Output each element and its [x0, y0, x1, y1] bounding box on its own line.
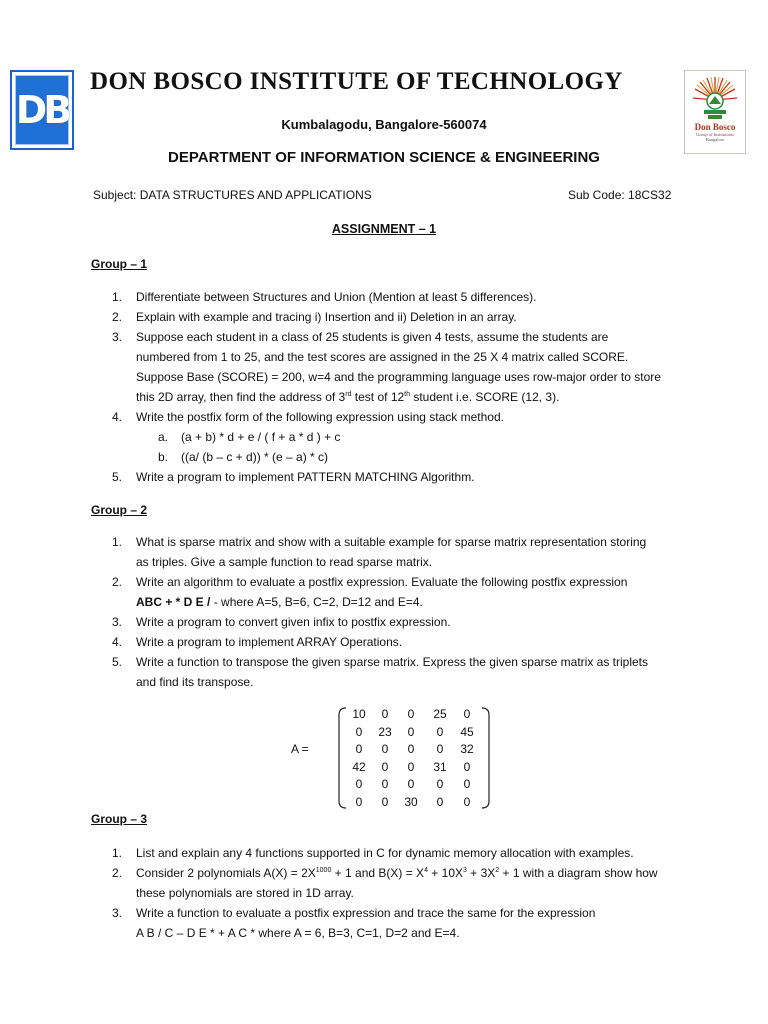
group-3-question-2-line-1: Consider 2 polynomials $A(X) = 2X^{1000} + 1$ and $B(X) = X^4 + 10X^3 + 3X^2 + 1$ with a diagram show how [136, 866, 658, 880]
group-2-question-4: Write a program to implement ARRAY Operations. [136, 635, 403, 649]
postfix-expression: ABC + * D E / [136, 595, 211, 609]
matrix-cell: 0 [355, 777, 363, 791]
group-2-question-2-line-1: Write an algorithm to evaluate a postfix expression. Evaluate the following postfix expression [136, 575, 628, 589]
question-number: 4. [112, 635, 123, 649]
matrix-cell: 0 [381, 759, 389, 774]
matrix-cell: 0 [463, 707, 471, 721]
question-number: 2. [112, 866, 123, 880]
group-2-question-1-line-2: as triples. Give a sample function to read sparse matrix. [136, 555, 433, 569]
matrix-cell: 0 [355, 742, 363, 756]
matrix-cell: 0 [463, 777, 471, 791]
sunburst-emblem-icon [692, 74, 738, 122]
matrix-cell: 0 [463, 794, 471, 809]
group-2-heading: Group – 2 [91, 503, 148, 517]
matrix-cell: 45 [460, 724, 474, 739]
group-1-question-3-line-1: Suppose each student in a class of 25 students is given 4 tests, assume the students are [136, 330, 609, 344]
left-logo-text: DB [15, 75, 69, 145]
matrix-cell: 0 [381, 742, 389, 756]
matrix-cell: 0 [381, 794, 389, 809]
right-logo-name: Don Bosco [694, 122, 736, 132]
matrix-cell: 0 [436, 724, 444, 739]
question-number: 2. [112, 575, 123, 589]
group-1-question-5: Write a program to implement PATTERN MATCHING Algorithm. [136, 470, 475, 484]
question-number: 1. [112, 290, 123, 304]
question-number: 3. [112, 615, 123, 629]
group-3-question-2-line-2: these polynomials are stored in 1D array. [136, 886, 354, 900]
group-3-question-3-line-1: Write a function to evaluate a postfix expression and trace the same for the expression [136, 906, 596, 920]
matrix-cell: 30 [404, 794, 418, 809]
group-1-question-3-line-3: Suppose Base (SCORE) = 200, w=4 and the programming language uses row-major order to store [136, 370, 661, 384]
matrix-label: A = [291, 742, 309, 756]
right-logo [684, 70, 746, 154]
group-3-question-1: List and explain any 4 functions supported in C for dynamic memory allocation with examples. [136, 846, 634, 860]
matrix-cell: 42 [352, 759, 366, 774]
matrix-cell: 0 [407, 724, 415, 739]
question-number: 4. [112, 410, 123, 424]
group-1-question-4b: ((a/ (b – c + d)) * (e – a) * c) [181, 450, 329, 464]
question-number: 5. [112, 655, 123, 669]
matrix-cell: 32 [460, 742, 474, 756]
group-1-question-3-line-4: this 2D array, then find the address of 3rd test of 12th student i.e. SCORE (12, 3). [136, 390, 560, 404]
group-1-question-3-line-2: numbered from 1 to 25, and the test scores are assigned in the 25 X 4 matrix called SCORE. [136, 350, 629, 364]
sparse-matrix [336, 706, 492, 810]
group-2-question-5-line-1: Write a function to transpose the given sparse matrix. Express the given sparse matrix as triplets [136, 655, 649, 669]
matrix-cell: 0 [463, 759, 471, 774]
question-number: 2. [112, 310, 123, 324]
matrix-cell: 0 [355, 724, 363, 739]
matrix-cell: 0 [381, 777, 389, 791]
department-heading: DEPARTMENT OF INFORMATION SCIENCE & ENGINEERING [168, 149, 600, 166]
institute-address: Kumbalagodu, Bangalore-560074 [281, 117, 487, 132]
question-number: 1. [112, 535, 123, 549]
right-logo-line1: Group of Institutions [696, 132, 734, 137]
institute-name: DON BOSCO INSTITUTE OF TECHNOLOGY [90, 68, 623, 95]
group-1-question-4: Write the postfix form of the following expression using stack method. [136, 410, 504, 424]
question-number: 5. [112, 470, 123, 484]
matrix-cell: 0 [436, 794, 444, 809]
right-logo-line2: Bangalore [705, 137, 725, 142]
group-2-question-1-line-1: What is sparse matrix and show with a suitable example for sparse matrix representation storing [136, 535, 647, 549]
group-1-question-4a: (a + b) * d + e / ( f + a * d ) + c [181, 430, 341, 444]
left-logo [10, 70, 74, 150]
matrix-cell: 0 [407, 777, 415, 791]
question-number: 3. [112, 330, 123, 344]
matrix-cell: 0 [407, 759, 415, 774]
group-2-question-5-line-2: and find its transpose. [136, 675, 254, 689]
group-2-question-2-line-2: ABC + * D E / - where A=5, B=6, C=2, D=12 and E=4. [136, 595, 423, 609]
matrix-cell: 0 [381, 707, 389, 721]
subquestion-letter: a. [158, 430, 169, 444]
matrix-cell: 0 [436, 777, 444, 791]
matrix-cell: 23 [378, 724, 392, 739]
subquestion-letter: b. [158, 450, 169, 464]
matrix-cell: 0 [407, 707, 415, 721]
group-3-heading: Group – 3 [91, 812, 148, 826]
group-1-question-1: Differentiate between Structures and Union (Mention at least 5 differences). [136, 290, 537, 304]
subject-code: Sub Code: 18CS32 [568, 188, 672, 202]
matrix-cell: 0 [436, 742, 444, 756]
group-2-question-3: Write a program to convert given infix to postfix expression. [136, 615, 451, 629]
matrix-cell: 31 [433, 759, 447, 774]
matrix-cell: 25 [433, 707, 447, 721]
assignment-title: ASSIGNMENT – 1 [331, 222, 437, 236]
group-1-question-2: Explain with example and tracing i) Insertion and ii) Deletion in an array. [136, 310, 517, 324]
matrix-cell: 10 [352, 707, 366, 721]
subject-line: Subject: DATA STRUCTURES AND APPLICATIONS [93, 188, 372, 202]
matrix-cell: 0 [407, 742, 415, 756]
question-number: 1. [112, 846, 123, 860]
group-1-heading: Group – 1 [91, 257, 148, 271]
question-number: 3. [112, 906, 123, 920]
matrix-cell: 0 [355, 794, 363, 809]
group-3-question-3-line-2: A B / C – D E * + A C * where A = 6, B=3, C=1, D=2 and E=4. [136, 926, 460, 940]
